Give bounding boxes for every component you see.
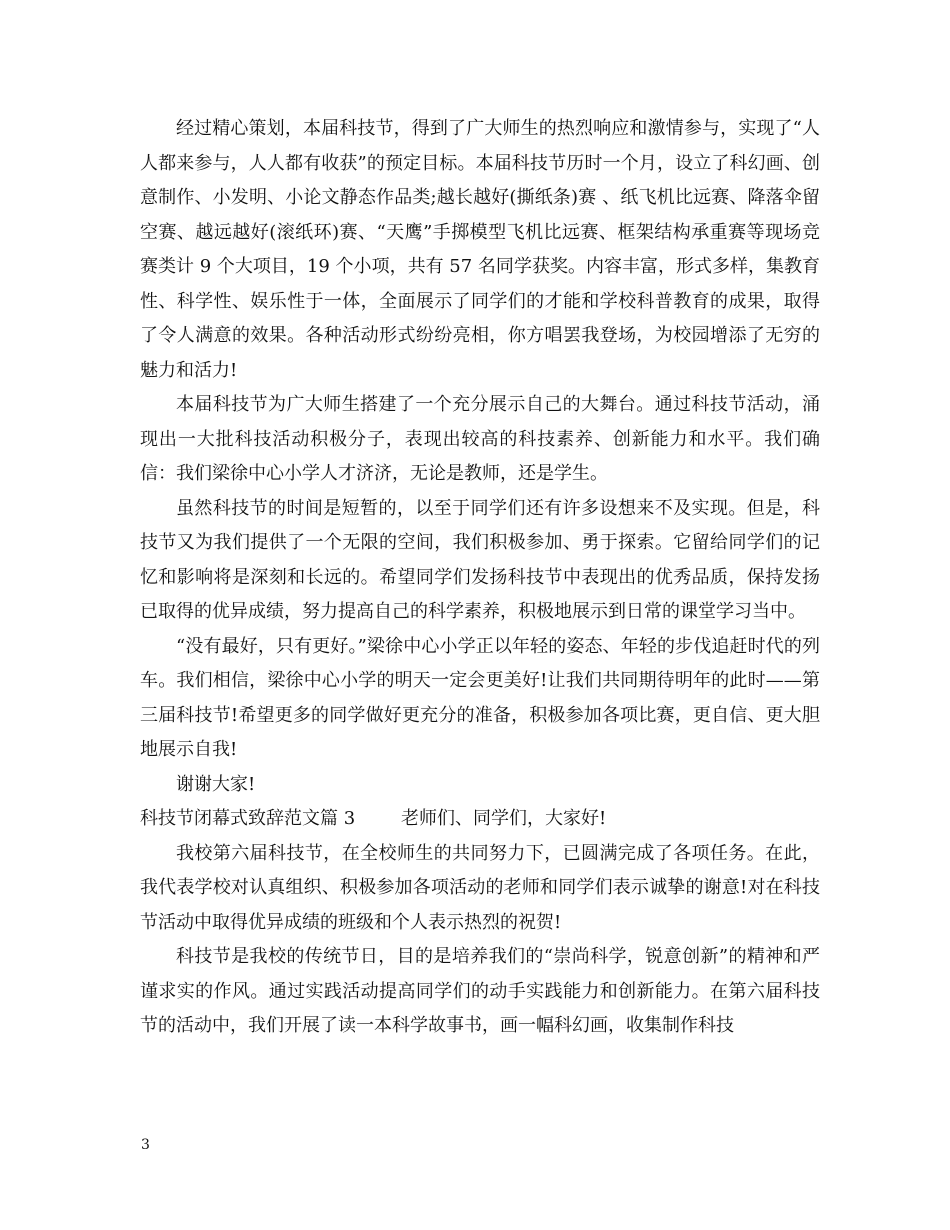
paragraph-5: 我校第六届科技节，在全校师生的共同努力下，已圆满完成了各项任务。在此，我代表学校对认真组织、积极参加各项活动的老师和同学们表示诚挚的谢意!对在科技节活动中取得优异成绩的班级和个人表示热烈的祝贺! [140,842,820,933]
document-body [140,112,820,1044]
paragraph-4: “没有最好，只有更好。”梁徐中心小学正以年轻的姿态、年轻的步伐追赶时代的列车。我们相信，梁徐中心小学的明天一定会更美好!让我们共同期待明年的此时——第三届科技节!希望更多的同学做好更充分的准备，积极参加各项比赛，更自信、更大胆地展示自我! [140,635,820,760]
page-number: 3 [141,1137,150,1153]
paragraph-3: 虽然科技节的时间是短暂的，以至于同学们还有许多设想来不及实现。但是，科技节又为我们提供了一个无限的空间，我们积极参加、勇于探索。它留给同学们的记忆和影响将是深刻和长远的。希望同学们发扬科技节中表现出的优秀品质，保持发扬已取得的优异成绩，努力提高自己的科学素养，积极地展示到日常的课堂学习当中。 [140,497,820,622]
section-title: 科技节闭幕式致辞范文篇 3 [140,808,356,829]
paragraph-1: 经过精心策划，本届科技节，得到了广大师生的热烈响应和激情参与，实现了“人人都来参与，人人都有收获”的预定目标。本届科技节历时一个月，设立了科幻画、创意制作、小发明、小论文静态作品类;越长越好(撕纸条)赛 、纸飞机比远赛、降落伞留空赛、越远越好(滚纸环)赛、“天鹰”手掷模型飞机比远赛、框架结构承重赛等现场竞赛类计 9 个大项目，19 个小项，共有 57 名同学获奖。内容丰富，形式多样，集教育性、科学性、娱乐性于一体，全面展示了同学们的才能和学校科普教育的成果，取得了令人满意的效果。各种活动形式纷纷亮相，你方唱罢我登场，为校园增添了无穷的魅力和活力! [140,118,820,381]
paragraph-6: 科技节是我校的传统节日，目的是培养我们的“崇尚科学，锐意创新”的精神和严谨求实的作风。通过实践活动提高同学们的动手实践能力和创新能力。在第六届科技节的活动中，我们开展了读一本科学故事书，画一幅科幻画，收集制作科技 [140,946,820,1036]
heading-gap [355,808,401,829]
paragraph-2: 本届科技节为广大师生搭建了一个充分展示自己的大舞台。通过科技节活动，涌现出一大批科技活动积极分子，表现出较高的科技素养、创新能力和水平。我们确信：我们梁徐中心小学人才济济，无论是教师，还是学生。 [140,394,820,484]
closing-thanks: 谢谢大家! [176,773,256,795]
section-greeting: 老师们、同学们，大家好! [400,808,607,829]
section-heading-line [140,802,820,837]
